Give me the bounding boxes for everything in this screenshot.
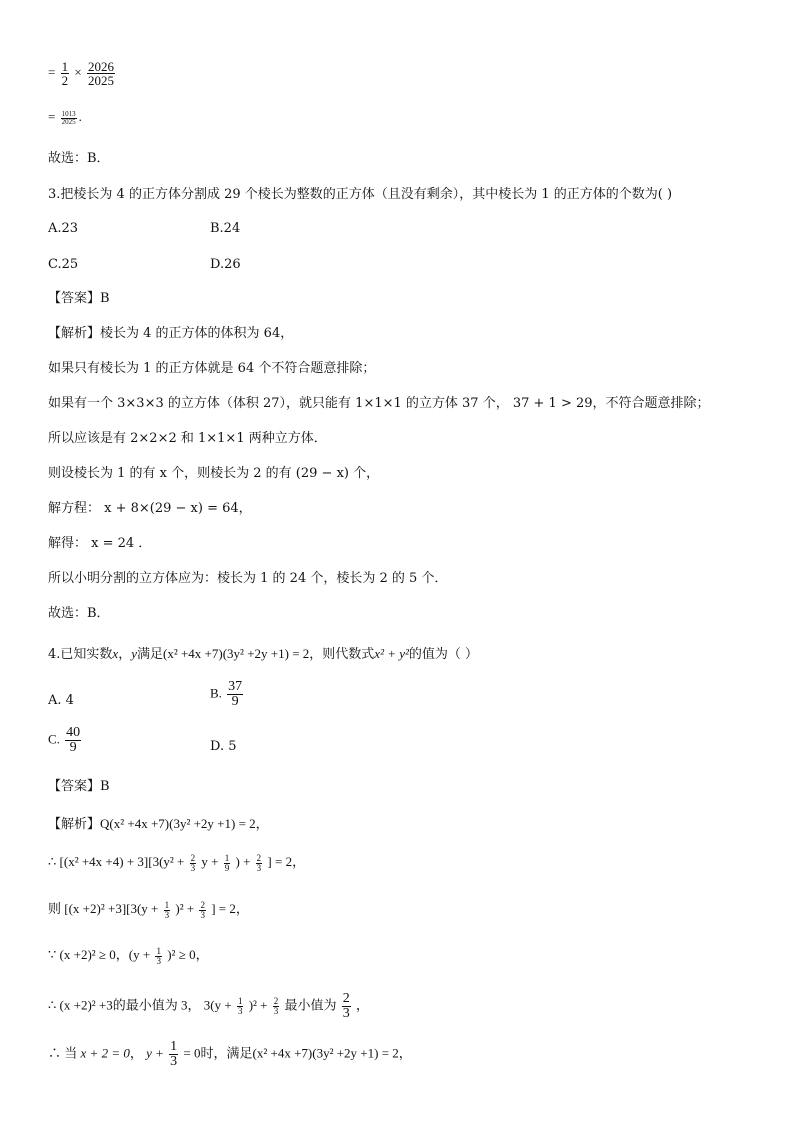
fraction: $\frac{1013}{2025}$ [61,109,76,126]
q3-analysis-line: 如果有一个 3×3×3 的立方体（体积 27），就只能有 1×1×1 的立方体 37 个， 37 + 1 > 29，不符合题意排除； [48,396,710,411]
q3-analysis-line: 所以应该是有 2×2×2 和 1×1×1 两种立方体． [48,431,327,446]
q4-analysis-line: ∴ (x +2)² +3的最小值为 3， 3(y + $\frac{1}{3}$ )² + $\frac{2}{3}$ 最小值为 $\frac{2}{3}$ ， [48,991,370,1021]
q3-option-c: C.25 [48,257,79,272]
q3-analysis-line: 【解析】棱长为 4 的正方体的体积为 64， [48,326,294,341]
q4-analysis-line: ∵ (x +2)² ≥ 0，(y + $\frac{1}{3}$ )² ≥ 0， [48,945,209,966]
q3-analysis-line: 故选：B． [48,606,110,621]
q4-option-a: A. 4 [48,693,74,708]
q3-analysis-line: 解得： x = 24 ． [48,536,152,551]
q3-option-b: B.24 [210,221,241,236]
q3-analysis-line: 则设棱长为 1 的有 x 个，则棱长为 2 的有 (29 − x) 个， [48,466,380,481]
q4-analysis-line: ∴ [(x² +4x +4) + 3][3(y² + $\frac{2}{3}$ y + $\frac{1}{9}$ ) + $\frac{2}{3}$ ] = 2， [48,852,306,873]
fraction: $\frac{40}{9}$ [66,725,81,755]
q3-analysis-line: 解方程： x + 8×(29 − x) = 64， [48,501,252,516]
question-4-stem: 4.已知实数x，y满足(x² +4x +7)(3y² +2y +1) = 2，则代数式x² + y²的值为（ ） [48,646,479,662]
q3-option-d: D.26 [210,257,241,272]
q3-option-a: A.23 [48,221,79,236]
fraction: $\frac{2026}{2025}$ [87,59,114,88]
q4-option-b: B. $\frac{37}{9}$ [210,679,243,709]
q3-answer: 【答案】B [48,291,110,306]
fraction: $\frac{1}{2}$ [61,59,69,88]
q4-option-c: C. $\frac{40}{9}$ [48,725,81,755]
equation: (x² +4x +7)(3y² +2y +1) = 2 [163,646,310,661]
q4-analysis-line: ∴ 当 x + 2 = 0， y + $\frac{1}{3}$ = 0时，满足(x² +4x +7)(3y² +2y +1) = 2， [48,1039,412,1069]
step-equation-1: = $\frac{1}{2}$ × $\frac{2026}{2025}$ [48,59,114,88]
conclusion-text: 故选：B． [48,151,110,166]
q4-analysis-line: 【解析】Q(x² +4x +7)(3y² +2y +1) = 2， [48,816,269,832]
q3-analysis-line: 如果只有棱长为 1 的正方体就是 64 个不符合题意排除； [48,361,376,376]
fraction: $\frac{37}{9}$ [228,679,243,709]
q4-option-d: D. 5 [210,739,237,754]
step-equation-2: = $\frac{1013}{2025}$ . [48,109,82,126]
q4-answer: 【答案】B [48,779,110,794]
expression: x² + y² [374,646,409,661]
question-3-stem: 3.把棱长为 4 的正方体分割成 29 个棱长为整数的正方体（且没有剩余），其中棱长为 1 的正方体的个数为( ) [48,187,673,202]
q4-analysis-line: 则 [(x +2)² +3][3(y + $\frac{1}{3}$ )² + $\frac{2}{3}$ ] = 2， [48,899,249,920]
q3-analysis-line: 所以小明分割的立方体应为：棱长为 1 的 24 个，棱长为 2 的 5 个． [48,571,448,586]
